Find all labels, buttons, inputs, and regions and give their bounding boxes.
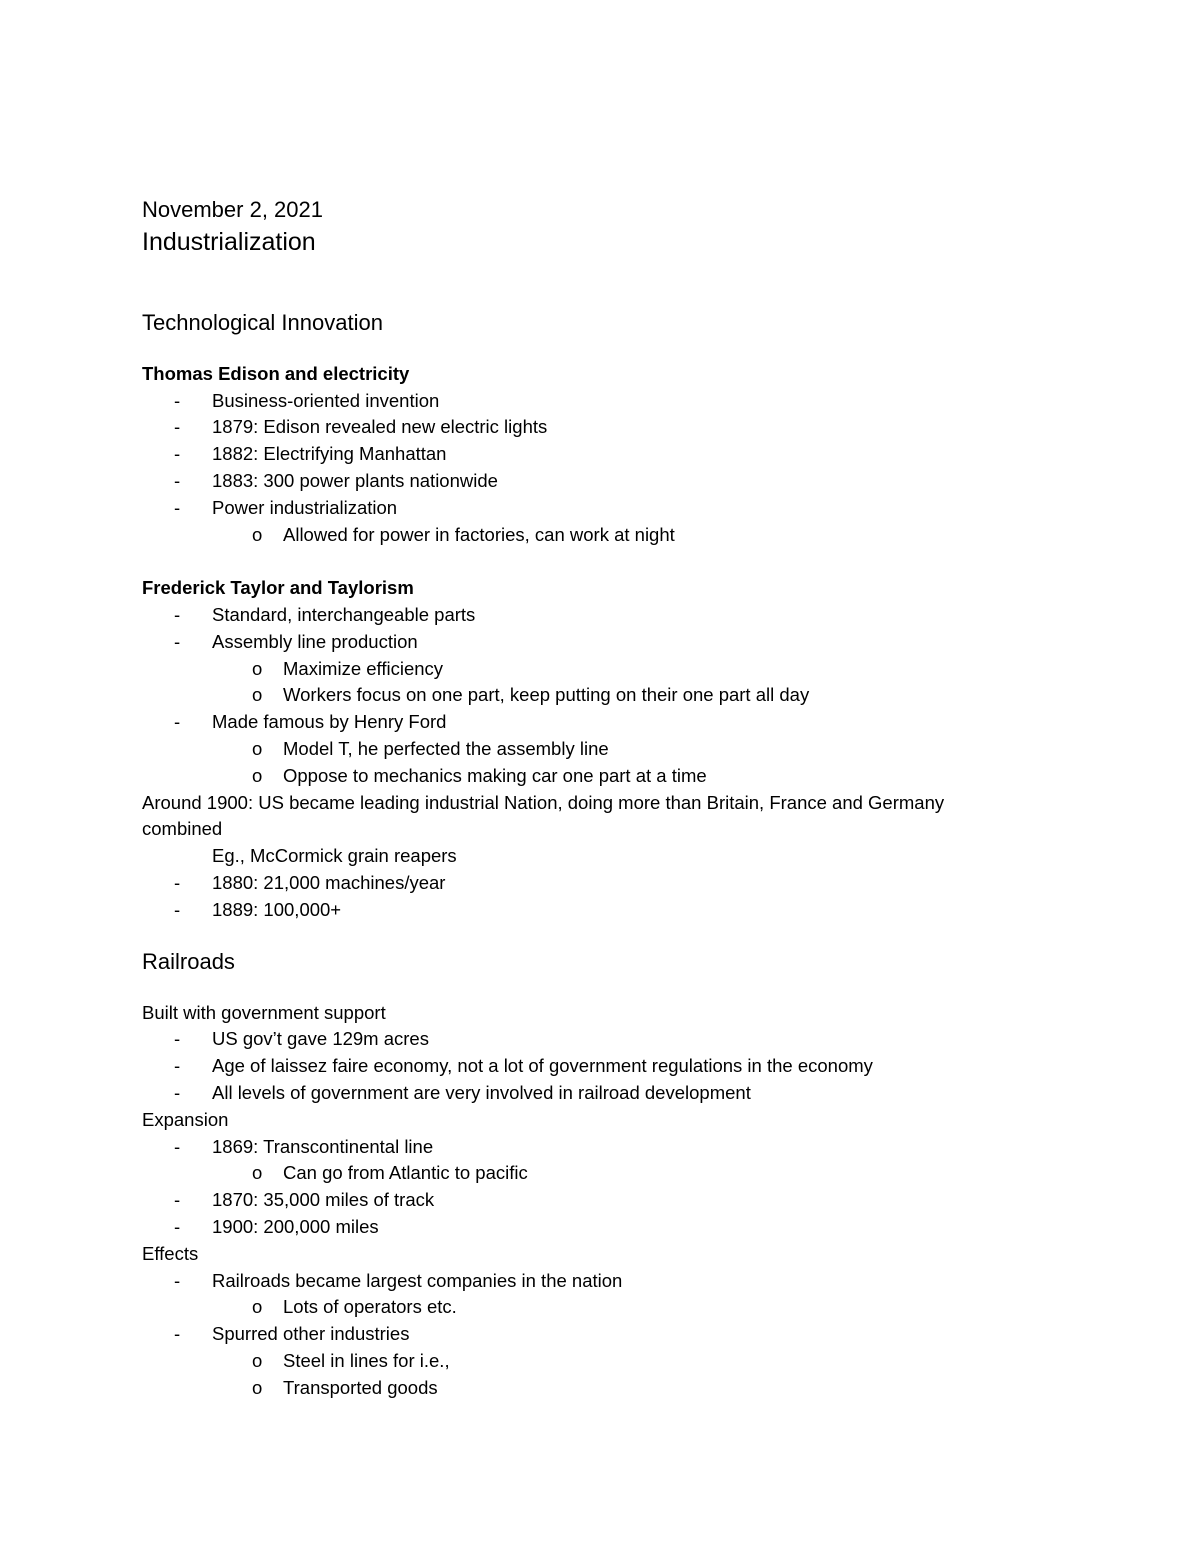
- dash-marker: -: [174, 603, 181, 625]
- list-item: - 1880: 21,000 machines/year: [142, 870, 1142, 897]
- sub-list-item: o Allowed for power in factories, can work at night: [142, 522, 1142, 549]
- subheading-edison: Thomas Edison and electricity: [142, 362, 410, 384]
- list-item: - 1889: 100,000+: [142, 897, 1142, 924]
- bullet-marker: o: [252, 1162, 263, 1184]
- dash-marker: -: [174, 1135, 181, 1157]
- list-item: - 1883: 300 power plants nationwide: [142, 468, 1142, 495]
- list-item: - 1869: Transcontinental line: [142, 1134, 1142, 1161]
- dash-marker: -: [174, 898, 181, 920]
- paragraph-line: Effects: [142, 1242, 199, 1264]
- dash-marker: -: [174, 1215, 181, 1237]
- paragraph-line: Built with government support: [142, 1001, 386, 1023]
- list-item: - All levels of government are very involved in railroad development: [142, 1080, 1142, 1107]
- dash-marker: -: [174, 416, 181, 438]
- sub-list-item: o Oppose to mechanics making car one part at a time: [142, 763, 1142, 790]
- list-item: - Power industrialization: [142, 495, 1142, 522]
- list-item: - 1870: 35,000 miles of track: [142, 1187, 1142, 1214]
- dash-marker: -: [174, 871, 181, 893]
- paragraph-line: Expansion: [142, 1108, 229, 1130]
- dash-marker: -: [174, 1189, 181, 1211]
- list-item: - Standard, interchangeable parts: [142, 602, 1142, 629]
- dash-marker: -: [174, 1081, 181, 1103]
- dash-marker: -: [174, 1028, 181, 1050]
- dash-marker: -: [174, 443, 181, 465]
- bullet-marker: o: [252, 737, 263, 759]
- list-item: - 1882: Electrifying Manhattan: [142, 441, 1142, 468]
- sub-list-item: o Workers focus on one part, keep putting on their one part all day: [142, 682, 1142, 709]
- note-title: Industrialization: [142, 228, 316, 256]
- sub-list-item: o Can go from Atlantic to pacific: [142, 1160, 1142, 1187]
- note-date: November 2, 2021: [142, 197, 323, 222]
- list-item: - Business-oriented invention: [142, 388, 1142, 415]
- dash-marker: -: [174, 1323, 181, 1345]
- bullet-marker: o: [252, 657, 263, 679]
- paragraph-line: Around 1900: US became leading industrial Nation, doing more than Britain, France and Germany: [142, 791, 945, 813]
- dash-marker: -: [174, 469, 181, 491]
- subheading-taylor: Frederick Taylor and Taylorism: [142, 577, 414, 599]
- paragraph-line: combined: [142, 818, 223, 840]
- example-line: Eg., McCormick grain reapers: [212, 845, 457, 867]
- bullet-marker: o: [252, 684, 263, 706]
- section-heading-tech: Technological Innovation: [142, 309, 383, 335]
- list-item: - Assembly line production: [142, 629, 1142, 656]
- list-item: - 1879: Edison revealed new electric lights: [142, 414, 1142, 441]
- sub-list-item: o Transported goods: [142, 1375, 1142, 1402]
- bullet-marker: o: [252, 1349, 263, 1371]
- dash-marker: -: [174, 711, 181, 733]
- dash-marker: -: [174, 496, 181, 518]
- list-item: - Spurred other industries: [142, 1321, 1142, 1348]
- sub-list-item: o Model T, he perfected the assembly line: [142, 736, 1142, 763]
- list-item: - Age of laissez faire economy, not a lot of government regulations in the economy: [142, 1053, 1142, 1080]
- bullet-marker: o: [252, 764, 263, 786]
- list-item: - 1900: 200,000 miles: [142, 1214, 1142, 1241]
- sub-list-item: o Steel in lines for i.e.,: [142, 1348, 1142, 1375]
- bullet-marker: o: [252, 1376, 263, 1398]
- dash-marker: -: [174, 1055, 181, 1077]
- section-heading-railroads: Railroads: [142, 948, 235, 974]
- dash-marker: -: [174, 1269, 181, 1291]
- dash-marker: -: [174, 389, 181, 411]
- sub-list-item: o Maximize efficiency: [142, 656, 1142, 683]
- list-item: - Railroads became largest companies in the nation: [142, 1268, 1142, 1295]
- bullet-marker: o: [252, 1296, 263, 1318]
- notes-content: [142, 194, 1142, 1401]
- list-item: - Made famous by Henry Ford: [142, 709, 1142, 736]
- bullet-marker: o: [252, 523, 263, 545]
- sub-list-item: o Lots of operators etc.: [142, 1294, 1142, 1321]
- list-item: - US gov’t gave 129m acres: [142, 1026, 1142, 1053]
- dash-marker: -: [174, 630, 181, 652]
